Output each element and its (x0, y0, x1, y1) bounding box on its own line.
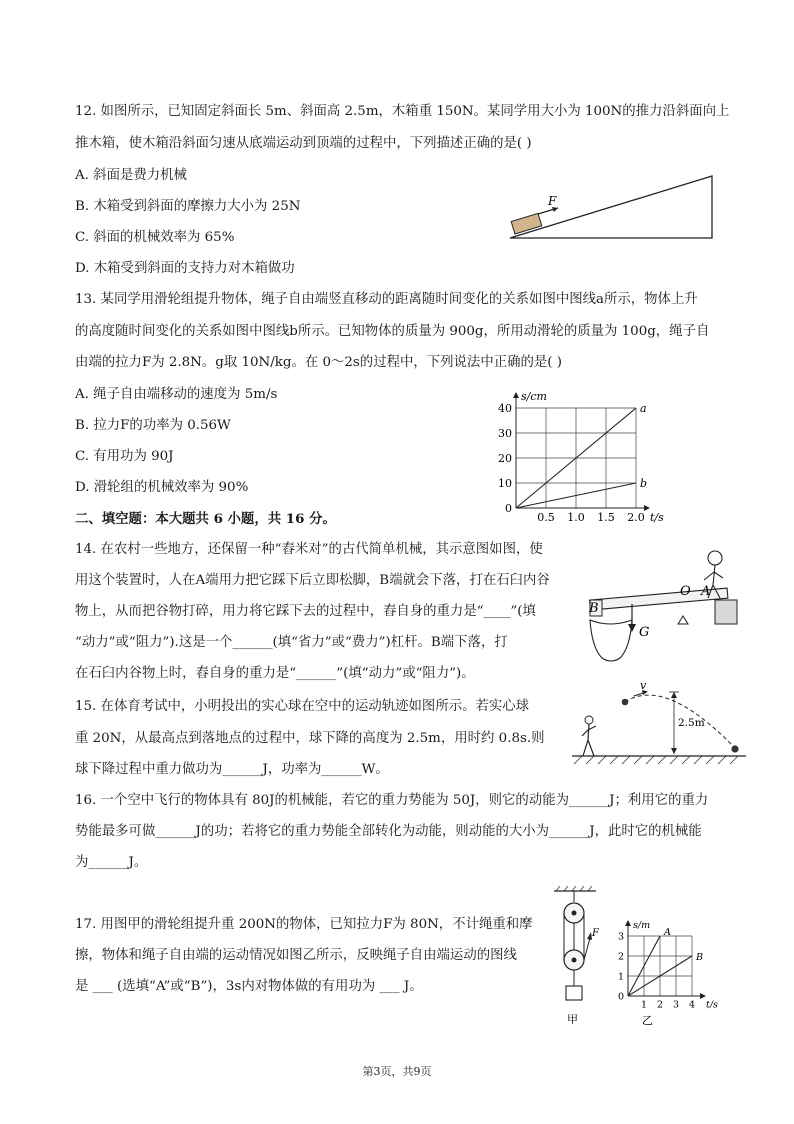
stand-block (715, 600, 737, 624)
athlete-head (585, 716, 593, 724)
figure-yi-label: 乙 (642, 1014, 653, 1027)
load-block (566, 986, 582, 1000)
force-label: F (548, 194, 557, 208)
x-axis-arrow (700, 993, 706, 999)
y-tick-label-2: 2 (617, 951, 624, 963)
q17-line-2: 擦，物体和绳子自由端的运动情况如图乙所示，反映绳子自由端运动的图线 (75, 948, 517, 963)
x-tick-label-1: 1.0 (567, 511, 585, 524)
incline-triangle (510, 176, 712, 238)
fulcrum (678, 616, 688, 624)
q13-option-b: B. 拉力F的功率为 0.56W (75, 418, 231, 433)
page-footer: 第3页，共9页 (362, 1065, 432, 1078)
label-g: G (639, 625, 650, 640)
y-tick-label-1: 1 (617, 971, 624, 983)
q13-stem-line-3: 由端的拉力F为 2.8N。g取 10N/kg。在 0～2s的过程中，下列说法中正确的是( ) (75, 355, 562, 370)
y-axis-label: s/m (633, 920, 651, 931)
q17-line-1: 17. 用图甲的滑轮组提升重 200N的物体，已知拉力F为 80N，不计绳重和摩 (75, 917, 533, 932)
q14-line-2: 用这个装置时，人在A端用力把它踩下后立即松脚，B端就会下落，打在石臼内谷 (75, 573, 550, 588)
rice-pounder-figure (580, 540, 740, 670)
series-label-A: A (664, 927, 671, 938)
person-head (708, 551, 722, 565)
velocity-label: v (640, 679, 647, 692)
q12-option-c: C. 斜面的机械效率为 65% (75, 230, 235, 245)
movable-pulley-axle (572, 958, 577, 963)
x-tick-label-2: 3 (672, 999, 680, 1011)
ball-landing (731, 745, 738, 752)
label-b: B (589, 601, 599, 616)
x-tick-label-3: 2.0 (627, 511, 645, 524)
rope-free-end (584, 938, 590, 960)
height-arrow-down (671, 748, 677, 754)
q14-line-1: 14. 在农村一些地方，还保留一种“舂米对”的古代简单机械，其示意图如图，使 (75, 542, 543, 557)
athlete-body (582, 724, 596, 756)
q14-line-4: “动力”或“阻力”).这是一个______(填“省力”或“费力”)杠杆。B端下落，打 (75, 635, 508, 650)
y-axis-arrow (625, 920, 631, 926)
chart-s-t-m (606, 908, 718, 1028)
q14-line-3: 物上，从而把谷物打碎，用力将它踩下去的过程中，舂自身的重力是“____”(填 (75, 604, 536, 619)
y-tick-label-3: 30 (498, 426, 512, 440)
q15-line-1: 15. 在体育考试中，小明投出的实心球在空中的运动轨迹如图所示。若实心球 (75, 699, 530, 714)
section-heading: 二、填空题：本大题共 6 小题，共 16 分。 (75, 511, 336, 527)
label-a: A (701, 584, 711, 599)
y-tick-label-3: 3 (617, 931, 624, 943)
q12-stem-line-2: 推木箱，使木箱沿斜面匀速从底端运动到顶端的过程中，下列描述正确的是( ) (75, 136, 532, 151)
q13-option-d: D. 滑轮组的机械效率为 90% (75, 480, 249, 495)
series-label-B: B (696, 952, 703, 963)
pulley-system-figure (550, 886, 602, 1028)
fixed-pulley-axle (572, 911, 577, 916)
q15-line-2: 重 20N，从最高点到落地点的过程中，球下降的高度为 2.5m，用时约 0.8s.则 (75, 731, 545, 746)
x-tick-label-3: 4 (688, 999, 696, 1011)
q16-line-3: 为______J。 (75, 855, 148, 870)
height-arrow-up (671, 692, 677, 698)
q16-line-1: 16. 一个空中飞行的物体具有 80J的机械能，若它的重力势能为 50J，则它的动能为______J；利用它的重力 (75, 793, 709, 808)
height-label: 2.5m (678, 717, 705, 729)
q12-option-d: D. 木箱受到斜面的支持力对木箱做功 (75, 261, 295, 276)
stone-mortar (590, 620, 632, 661)
y-tick-label-4: 40 (498, 401, 512, 415)
y-tick-label-0: 0 (617, 991, 624, 1003)
q14-line-5: 在石臼内谷物上时，舂自身的重力是“______”(填“动力”或“阻力”)。 (75, 666, 475, 681)
x-tick-label-0: 0.5 (537, 511, 555, 524)
q15-line-3: 球下降过程中重力做功为______J，功率为______W。 (75, 762, 389, 777)
label-o: O (680, 584, 691, 599)
incline-figure (500, 172, 720, 242)
series-label-b: b (640, 477, 648, 490)
q13-option-c: C. 有用功为 90J (75, 449, 174, 464)
x-tick-label-1: 2 (656, 999, 664, 1011)
y-tick-label-0: 0 (505, 501, 512, 515)
ground-hatching (574, 756, 738, 764)
shot-put-figure (570, 676, 750, 766)
wooden-box (511, 213, 542, 234)
x-tick-label-0: 1 (640, 999, 648, 1011)
ball-top (622, 699, 629, 706)
chart-s-t-cm (492, 380, 682, 530)
pull-force-label: F (592, 928, 599, 939)
q12-option-a: A. 斜面是费力机械 (75, 168, 187, 183)
y-axis-label: s/cm (521, 390, 547, 403)
ceiling-hatching (556, 886, 592, 891)
q13-stem-line-2: 的高度随时间变化的关系如图中图线b所示。已知物体的质量为 900g，所用动滑轮的质量为 100g，绳子自 (75, 324, 710, 339)
x-tick-label-2: 1.5 (597, 511, 615, 524)
x-axis-label: t/s (706, 999, 718, 1011)
q12-stem-line-1: 12. 如图所示，已知固定斜面长 5m、斜面高 2.5m，木箱重 150N。某同学用大小为 100N的推力沿斜面向上 (75, 104, 730, 119)
series-label-a: a (640, 402, 647, 415)
q16-line-2: 势能最多可做______J的功；若将它的重力势能全部转化为动能，则动能的大小为______J，此时它的机械能 (75, 824, 702, 839)
q17-line-3: 是 ___ (选填“A”或“B”)，3s内对物体做的有用功为 ___ J。 (75, 979, 423, 994)
q12-option-b: B. 木箱受到斜面的摩擦力大小为 25N (75, 199, 301, 214)
q13-option-a: A. 绳子自由端移动的速度为 5m/s (75, 387, 278, 402)
x-axis-label: t/s (650, 511, 664, 524)
y-tick-label-2: 20 (498, 451, 512, 465)
y-axis-arrow (513, 392, 519, 398)
figure-jia-label: 甲 (567, 1013, 578, 1026)
q13-stem-line-1: 13. 某同学用滑轮组提升物体，绳子自由端竖直移动的距离随时间变化的关系如图中图线a所示，物体上升 (75, 292, 698, 307)
y-tick-label-1: 10 (498, 476, 512, 490)
